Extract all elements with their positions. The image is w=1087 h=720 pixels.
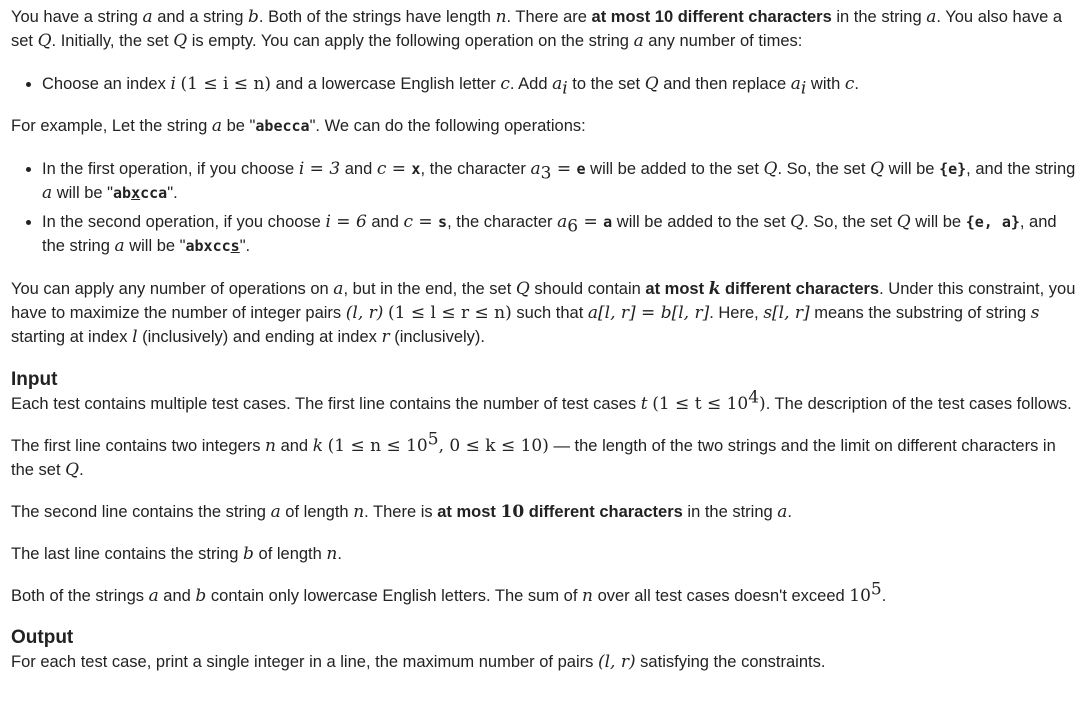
operation-list (11, 72, 1076, 99)
example-paragraph: For example, Let the string a be "abecca". We can do the following operations: (11, 116, 586, 136)
input-paragraph-1: Each test contains multiple test cases. The first line contains the number of test cases t $(1 \le t \le 10^4)$. The description of the test cases follows. (11, 387, 1072, 414)
input-heading: Input (11, 369, 58, 390)
input-paragraph-5: Both of the strings a and b contain only lowercase English letters. The sum of n over all test cases doesn't exceed $10^5$. (11, 579, 887, 606)
example-bullet-1: • In the first operation, if you choose i = 3 and c = x, the character $a_3 = e$ will be added to the set Q. So, the set Q will be {e}, and the string a will be "abxcca". (42, 157, 1076, 205)
intro-paragraph: You have a string a and a string b. Both of the strings have length n. There are at most 10 different characters in the string a. You also have a set Q. Initially, the set Q is empty. You can apply the following operation on the string a any number of times: (11, 7, 1063, 51)
input-paragraph-4: The last line contains the string b of length n. (11, 544, 342, 564)
output-paragraph: For each test case, print a single integer in a line, the maximum number of pairs (l, r) satisfying the constraints. (11, 652, 826, 672)
constraint-paragraph: You can apply any number of operations on a, but in the end, the set Q should contain at most k different characters. Under this constraint, you have to maximize the number of integer pairs (l, r) (1 ≤ l ≤ r ≤ n) such that a[l, r] = b[l, r]. Here, s[l, r] means the substring of string s starting at index l (inclusively) and ending at index r (inclusively). (11, 279, 1076, 347)
operation-bullet: • Choose an index i (1 ≤ i ≤ n) and a lowercase English letter c. Add $a_i$ to the set Q and then replace $a_i$ with c. (42, 72, 1076, 96)
example-list (11, 157, 1076, 258)
output-heading: Output (11, 627, 74, 648)
input-paragraph-3: The second line contains the string a of length n. There is at most 10 different characters in the string a. (11, 502, 793, 522)
input-paragraph-2: The first line contains two integers n and k ($1 \le n \le 10^5$, 0 ≤ k ≤ 10) — the length of the two strings and the limit on different characters in the set Q. (11, 429, 1056, 480)
example-bullet-2: • In the second operation, if you choose i = 6 and c = s, the character $a_6 = a$ will be added to the set Q. So, the set Q will be {e, a}, and the string a will be "abxccs". (42, 210, 1076, 258)
